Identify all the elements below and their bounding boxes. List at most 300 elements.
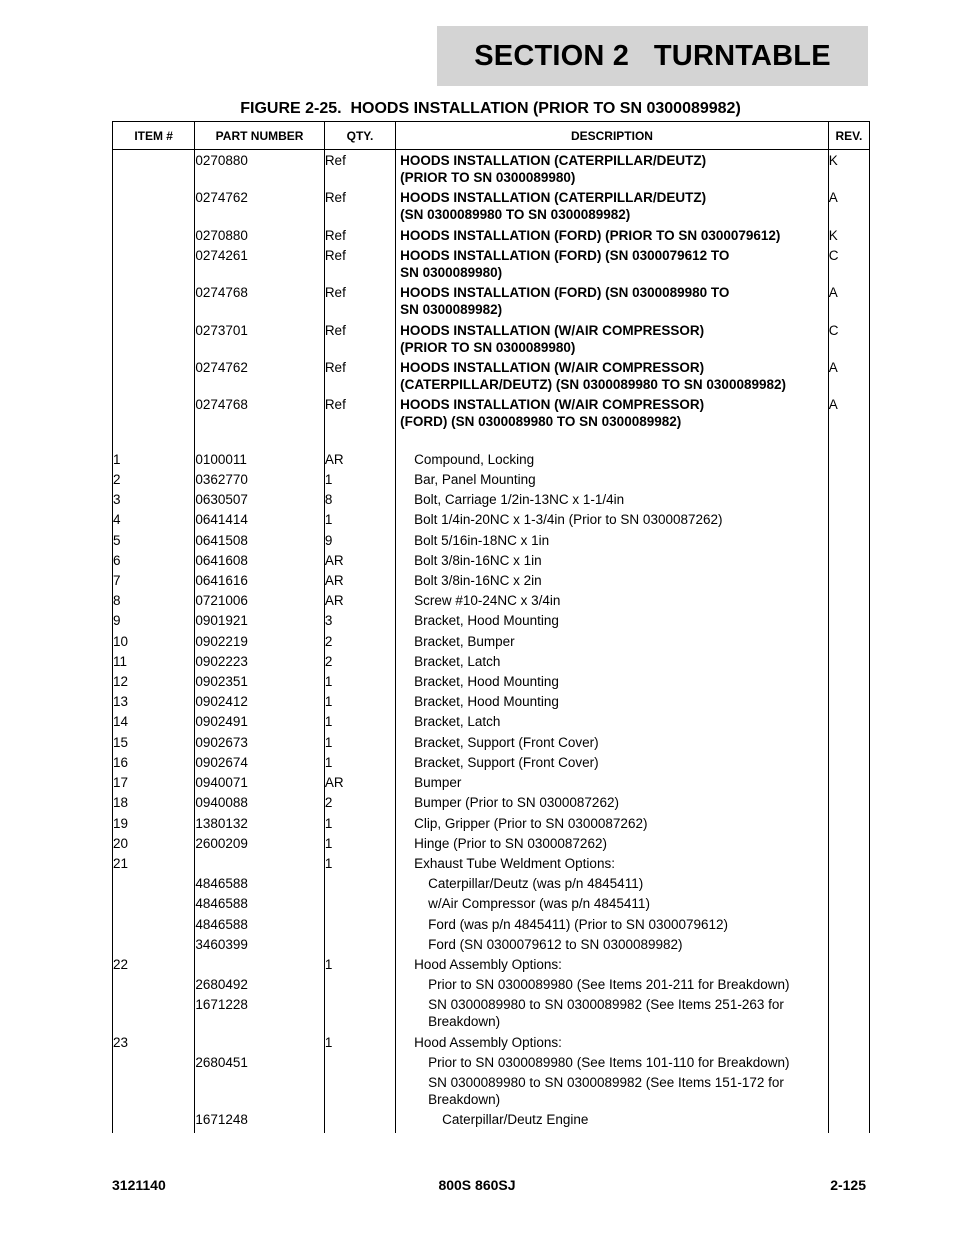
description-cell xyxy=(396,974,829,994)
description-line: SN 0300089980 to SN 0300089982 (See Items 251-263 for xyxy=(428,997,784,1013)
item-cell: 3 xyxy=(113,489,195,509)
description-line: Exhaust Tube Weldment Options: xyxy=(414,855,615,871)
qty-cell: 2 xyxy=(324,631,395,651)
item-cell: 7 xyxy=(113,570,195,590)
description-line: HOODS INSTALLATION (W/AIR COMPRESSOR) xyxy=(400,322,705,338)
description-line: w/Air Compressor (was p/n 4845411) xyxy=(428,896,650,912)
rev-cell xyxy=(828,893,869,913)
part-number-cell: 0902674 xyxy=(195,752,325,772)
item-cell: 6 xyxy=(113,550,195,570)
qty-cell: Ref xyxy=(324,245,395,282)
description-line-continued: SN 0300089980) xyxy=(400,264,503,280)
qty-cell xyxy=(324,873,395,893)
part-number-cell: 4846588 xyxy=(195,893,325,913)
rev-cell xyxy=(828,550,869,570)
qty-cell: 9 xyxy=(324,530,395,550)
description-line: Caterpillar/Deutz Engine xyxy=(442,1112,589,1128)
reference-row xyxy=(113,187,870,224)
description-cell xyxy=(396,813,829,833)
part-number-cell: 0901921 xyxy=(195,610,325,630)
qty-cell: 1 xyxy=(324,671,395,691)
description-line: Ford (was p/n 4845411) (Prior to SN 0300079612) xyxy=(428,916,729,932)
description-cell xyxy=(396,550,829,570)
part-number-cell: 1380132 xyxy=(195,813,325,833)
section-banner xyxy=(437,26,868,86)
qty-cell: 1 xyxy=(324,732,395,752)
table-row xyxy=(113,954,870,974)
rev-cell xyxy=(828,974,869,994)
qty-cell: 8 xyxy=(324,489,395,509)
description-cell xyxy=(396,469,829,489)
description-line: Clip, Gripper (Prior to SN 0300087262) xyxy=(414,815,648,831)
table-row xyxy=(113,590,870,610)
table-row xyxy=(113,934,870,954)
item-cell xyxy=(113,282,195,319)
part-number-cell: 0902219 xyxy=(195,631,325,651)
filler-cell xyxy=(195,1130,325,1133)
rev-cell: A xyxy=(828,357,869,394)
item-cell xyxy=(113,974,195,994)
part-number-cell: 0902412 xyxy=(195,691,325,711)
rev-cell xyxy=(828,651,869,671)
item-cell xyxy=(113,873,195,893)
rev-cell: C xyxy=(828,245,869,282)
description-line: Caterpillar/Deutz (was p/n 4845411) xyxy=(428,876,644,892)
description-cell xyxy=(396,320,829,357)
qty-cell: 1 xyxy=(324,833,395,853)
spacer-row xyxy=(113,432,870,449)
description-line: Ford (SN 0300079612 to SN 0300089982) xyxy=(428,936,683,952)
description-line: Bumper xyxy=(414,775,462,791)
item-cell: 2 xyxy=(113,469,195,489)
qty-cell xyxy=(324,1052,395,1072)
description-line-continued: (FORD) (SN 0300089980 TO SN 0300089982) xyxy=(400,414,682,430)
part-number-cell: 0902223 xyxy=(195,651,325,671)
description-line: Bracket, Support (Front Cover) xyxy=(414,754,599,770)
qty-cell: 1 xyxy=(324,711,395,731)
filler-cell xyxy=(396,1130,829,1133)
rev-cell xyxy=(828,509,869,529)
table-row xyxy=(113,792,870,812)
rev-cell xyxy=(828,711,869,731)
header-item: ITEM # xyxy=(113,122,195,150)
part-number-cell: 0641616 xyxy=(195,570,325,590)
reference-row xyxy=(113,282,870,319)
description-cell xyxy=(396,1052,829,1072)
rev-cell xyxy=(828,1072,869,1109)
item-cell: 20 xyxy=(113,833,195,853)
description-cell xyxy=(396,792,829,812)
figure-title: FIGURE 2-25. HOODS INSTALLATION (PRIOR TO SN 0300089982) xyxy=(240,100,741,117)
description-line: Bracket, Hood Mounting xyxy=(414,694,559,710)
rev-cell xyxy=(828,1109,869,1129)
description-cell xyxy=(396,732,829,752)
description-line-continued: (PRIOR TO SN 0300089980) xyxy=(400,170,576,185)
description-line: SN 0300089980 to SN 0300089982 (See Items 151-172 for xyxy=(428,1075,784,1091)
item-cell xyxy=(113,934,195,954)
description-cell xyxy=(396,530,829,550)
part-number-cell: 3460399 xyxy=(195,934,325,954)
part-number-cell: 0274762 xyxy=(195,357,325,394)
qty-cell xyxy=(324,994,395,1031)
description-cell xyxy=(396,671,829,691)
description-line: Bracket, Latch xyxy=(414,653,501,669)
part-number-cell: 0721006 xyxy=(195,590,325,610)
item-cell: 11 xyxy=(113,651,195,671)
qty-cell: 1 xyxy=(324,752,395,772)
description-line-continued: SN 0300089982) xyxy=(400,302,503,318)
footer-model: 800S 860SJ xyxy=(438,1177,516,1193)
rev-cell xyxy=(828,954,869,974)
item-cell xyxy=(113,225,195,245)
description-cell xyxy=(396,357,829,394)
table-row xyxy=(113,1072,870,1109)
table-row xyxy=(113,813,870,833)
rev-cell: K xyxy=(828,225,869,245)
rev-cell xyxy=(828,449,869,469)
table-header-row xyxy=(113,122,870,150)
item-cell: 13 xyxy=(113,691,195,711)
table-row xyxy=(113,1109,870,1129)
item-cell xyxy=(113,150,195,188)
description-cell xyxy=(396,914,829,934)
part-number-cell: 0270880 xyxy=(195,150,325,188)
spacer-cell xyxy=(195,432,325,449)
table-row xyxy=(113,550,870,570)
description-line: Bar, Panel Mounting xyxy=(414,472,536,488)
description-cell xyxy=(396,873,829,893)
description-line-continued: (CATERPILLAR/DEUTZ) (SN 0300089980 TO SN 0300089982) xyxy=(400,377,786,393)
item-cell xyxy=(113,1072,195,1109)
description-line: Bolt 1/4in-20NC x 1-3/4in (Prior to SN 0300087262) xyxy=(414,512,723,528)
item-cell: 16 xyxy=(113,752,195,772)
table-row xyxy=(113,833,870,853)
item-cell: 8 xyxy=(113,590,195,610)
item-cell: 21 xyxy=(113,853,195,873)
qty-cell: Ref xyxy=(324,394,395,431)
rev-cell xyxy=(828,469,869,489)
spacer-cell xyxy=(113,432,195,449)
description-cell xyxy=(396,509,829,529)
description-line-continued: Breakdown) xyxy=(428,1014,501,1030)
description-line: HOODS INSTALLATION (FORD) (SN 0300079612 TO xyxy=(400,247,730,263)
table-row xyxy=(113,1052,870,1072)
qty-cell xyxy=(324,914,395,934)
part-number-cell: 0630507 xyxy=(195,489,325,509)
description-cell xyxy=(396,893,829,913)
description-cell xyxy=(396,610,829,630)
description-line: Bracket, Hood Mounting xyxy=(414,674,559,690)
rev-cell xyxy=(828,610,869,630)
rev-cell xyxy=(828,752,869,772)
reference-row xyxy=(113,357,870,394)
description-line: HOODS INSTALLATION (CATERPILLAR/DEUTZ) xyxy=(400,153,707,168)
qty-cell: 1 xyxy=(324,813,395,833)
item-cell xyxy=(113,357,195,394)
item-cell: 4 xyxy=(113,509,195,529)
description-line-continued: (PRIOR TO SN 0300089980) xyxy=(400,339,576,355)
qty-cell: Ref xyxy=(324,282,395,319)
rev-cell xyxy=(828,994,869,1031)
part-number-cell: 2680451 xyxy=(195,1052,325,1072)
rev-cell xyxy=(828,590,869,610)
filler-cell xyxy=(324,1130,395,1133)
header-description: DESCRIPTION xyxy=(396,122,829,150)
table-row xyxy=(113,711,870,731)
filler-row xyxy=(113,1130,870,1133)
description-cell xyxy=(396,853,829,873)
description-line: Bolt 3/8in-16NC x 1in xyxy=(414,552,542,568)
description-cell xyxy=(396,570,829,590)
description-cell xyxy=(396,590,829,610)
description-line: Prior to SN 0300089980 (See Items 201-211 for Breakdown) xyxy=(428,977,790,993)
header-part-number: PART NUMBER xyxy=(195,122,325,150)
part-number-cell xyxy=(195,1032,325,1052)
part-number-cell xyxy=(195,954,325,974)
qty-cell: Ref xyxy=(324,150,395,188)
rev-cell xyxy=(828,853,869,873)
rev-cell xyxy=(828,530,869,550)
reference-row xyxy=(113,245,870,282)
parts-table xyxy=(112,121,870,1133)
part-number-cell: 0274261 xyxy=(195,245,325,282)
rev-cell: A xyxy=(828,282,869,319)
item-cell xyxy=(113,187,195,224)
rev-cell xyxy=(828,671,869,691)
qty-cell: 1 xyxy=(324,1032,395,1052)
part-number-cell: 1671228 xyxy=(195,994,325,1031)
description-line: HOODS INSTALLATION (FORD) (SN 0300089980 TO xyxy=(400,285,730,301)
table-row xyxy=(113,914,870,934)
qty-cell xyxy=(324,934,395,954)
rev-cell xyxy=(828,833,869,853)
rev-cell: C xyxy=(828,320,869,357)
description-cell xyxy=(396,954,829,974)
part-number-cell: 0641608 xyxy=(195,550,325,570)
rev-cell xyxy=(828,732,869,752)
spacer-cell xyxy=(396,432,829,449)
description-cell xyxy=(396,225,829,245)
table-row xyxy=(113,489,870,509)
description-line: Bracket, Support (Front Cover) xyxy=(414,734,599,750)
table-row xyxy=(113,772,870,792)
item-cell xyxy=(113,394,195,431)
qty-cell: Ref xyxy=(324,320,395,357)
table-row xyxy=(113,974,870,994)
reference-row xyxy=(113,150,870,188)
part-number-cell xyxy=(195,1072,325,1109)
description-cell xyxy=(396,489,829,509)
qty-cell: 1 xyxy=(324,853,395,873)
spacer-cell xyxy=(828,432,869,449)
description-line: Bracket, Hood Mounting xyxy=(414,613,559,629)
part-number-cell: 0273701 xyxy=(195,320,325,357)
item-cell: 23 xyxy=(113,1032,195,1052)
description-cell xyxy=(396,934,829,954)
qty-cell: 2 xyxy=(324,792,395,812)
table-row xyxy=(113,994,870,1031)
description-cell xyxy=(396,994,829,1031)
table-row xyxy=(113,610,870,630)
description-line: Bolt, Carriage 1/2in-13NC x 1-1/4in xyxy=(414,492,625,508)
item-cell xyxy=(113,994,195,1031)
part-number-cell: 0274768 xyxy=(195,282,325,319)
description-line: Hood Assembly Options: xyxy=(414,1034,562,1050)
description-cell xyxy=(396,772,829,792)
qty-cell xyxy=(324,893,395,913)
qty-cell: 1 xyxy=(324,954,395,974)
rev-cell: A xyxy=(828,187,869,224)
description-line: Compound, Locking xyxy=(414,451,535,467)
item-cell: 10 xyxy=(113,631,195,651)
qty-cell: AR xyxy=(324,550,395,570)
table-row xyxy=(113,732,870,752)
item-cell xyxy=(113,320,195,357)
description-cell xyxy=(396,651,829,671)
part-number-cell: 2600209 xyxy=(195,833,325,853)
item-cell xyxy=(113,1052,195,1072)
item-cell: 19 xyxy=(113,813,195,833)
table-row xyxy=(113,509,870,529)
spacer-cell xyxy=(324,432,395,449)
rev-cell xyxy=(828,914,869,934)
description-cell xyxy=(396,1072,829,1109)
description-line: Hood Assembly Options: xyxy=(414,956,562,972)
qty-cell xyxy=(324,1109,395,1129)
footer-doc-number: 3121140 xyxy=(112,1177,166,1193)
table-row xyxy=(113,1032,870,1052)
rev-cell xyxy=(828,873,869,893)
description-line: Bracket, Bumper xyxy=(414,633,515,649)
rev-cell xyxy=(828,792,869,812)
part-number-cell: 0902673 xyxy=(195,732,325,752)
rev-cell: A xyxy=(828,394,869,431)
description-cell xyxy=(396,833,829,853)
qty-cell xyxy=(324,974,395,994)
rev-cell xyxy=(828,1032,869,1052)
description-line: Prior to SN 0300089980 (See Items 101-110 for Breakdown) xyxy=(428,1054,790,1070)
part-number-cell: 0641414 xyxy=(195,509,325,529)
description-cell xyxy=(396,691,829,711)
qty-cell: Ref xyxy=(324,225,395,245)
description-cell xyxy=(396,150,829,188)
rev-cell xyxy=(828,772,869,792)
part-number-cell: 0100011 xyxy=(195,449,325,469)
description-cell xyxy=(396,245,829,282)
description-line: Bumper (Prior to SN 0300087262) xyxy=(414,795,619,811)
qty-cell: 1 xyxy=(324,509,395,529)
table-row xyxy=(113,752,870,772)
qty-cell: AR xyxy=(324,570,395,590)
description-line: HOODS INSTALLATION (CATERPILLAR/DEUTZ) xyxy=(400,190,707,206)
item-cell xyxy=(113,245,195,282)
description-cell xyxy=(396,282,829,319)
reference-row xyxy=(113,225,870,245)
rev-cell: K xyxy=(828,150,869,188)
rev-cell xyxy=(828,934,869,954)
qty-cell: 3 xyxy=(324,610,395,630)
part-number-cell: 0274768 xyxy=(195,394,325,431)
qty-cell: 1 xyxy=(324,691,395,711)
table-body xyxy=(113,150,870,1134)
part-number-cell: 0902491 xyxy=(195,711,325,731)
item-cell xyxy=(113,914,195,934)
qty-cell: Ref xyxy=(324,187,395,224)
item-cell: 22 xyxy=(113,954,195,974)
description-line: Screw #10-24NC x 3/4in xyxy=(414,593,561,609)
table-row xyxy=(113,691,870,711)
table-row xyxy=(113,530,870,550)
reference-row xyxy=(113,320,870,357)
description-cell xyxy=(396,449,829,469)
part-number-cell: 0902351 xyxy=(195,671,325,691)
part-number-cell: 0270880 xyxy=(195,225,325,245)
description-line-continued: Breakdown) xyxy=(428,1092,501,1108)
part-number-cell: 4846588 xyxy=(195,914,325,934)
part-number-cell: 1671248 xyxy=(195,1109,325,1129)
table-row xyxy=(113,570,870,590)
item-cell xyxy=(113,893,195,913)
part-number-cell: 2680492 xyxy=(195,974,325,994)
qty-cell: AR xyxy=(324,590,395,610)
description-line: HOODS INSTALLATION (W/AIR COMPRESSOR) xyxy=(400,360,705,376)
header-qty: QTY. xyxy=(324,122,395,150)
description-line: Bolt 5/16in-18NC x 1in xyxy=(414,532,550,548)
description-line: Bolt 3/8in-16NC x 2in xyxy=(414,573,542,589)
table-row xyxy=(113,449,870,469)
item-cell: 14 xyxy=(113,711,195,731)
item-cell: 5 xyxy=(113,530,195,550)
header-rev: REV. xyxy=(828,122,869,150)
filler-cell xyxy=(113,1130,195,1133)
part-number-cell: 0362770 xyxy=(195,469,325,489)
table-row xyxy=(113,469,870,489)
part-number-cell: 0940088 xyxy=(195,792,325,812)
section-title: SECTION 2 TURNTABLE xyxy=(474,39,831,72)
description-cell xyxy=(396,711,829,731)
rev-cell xyxy=(828,1052,869,1072)
part-number-cell: 0641508 xyxy=(195,530,325,550)
description-line: Bracket, Latch xyxy=(414,714,501,730)
description-line-continued: (SN 0300089980 TO SN 0300089982) xyxy=(400,207,631,223)
description-line: HOODS INSTALLATION (FORD) (PRIOR TO SN 0300079612) xyxy=(400,227,781,243)
table-row xyxy=(113,873,870,893)
item-cell: 12 xyxy=(113,671,195,691)
description-cell xyxy=(396,187,829,224)
description-line: Hinge (Prior to SN 0300087262) xyxy=(414,835,607,851)
rev-cell xyxy=(828,691,869,711)
rev-cell xyxy=(828,570,869,590)
qty-cell: AR xyxy=(324,772,395,792)
qty-cell: 2 xyxy=(324,651,395,671)
part-number-cell: 0940071 xyxy=(195,772,325,792)
description-cell xyxy=(396,1032,829,1052)
reference-row xyxy=(113,394,870,431)
qty-cell: AR xyxy=(324,449,395,469)
part-number-cell: 0274762 xyxy=(195,187,325,224)
table-row xyxy=(113,893,870,913)
item-cell xyxy=(113,1109,195,1129)
table-row xyxy=(113,671,870,691)
description-cell xyxy=(396,394,829,431)
part-number-cell: 4846588 xyxy=(195,873,325,893)
qty-cell: 1 xyxy=(324,469,395,489)
table-row xyxy=(113,853,870,873)
filler-cell xyxy=(828,1130,869,1133)
footer-page-number: 2-125 xyxy=(830,1177,866,1193)
item-cell: 17 xyxy=(113,772,195,792)
rev-cell xyxy=(828,813,869,833)
